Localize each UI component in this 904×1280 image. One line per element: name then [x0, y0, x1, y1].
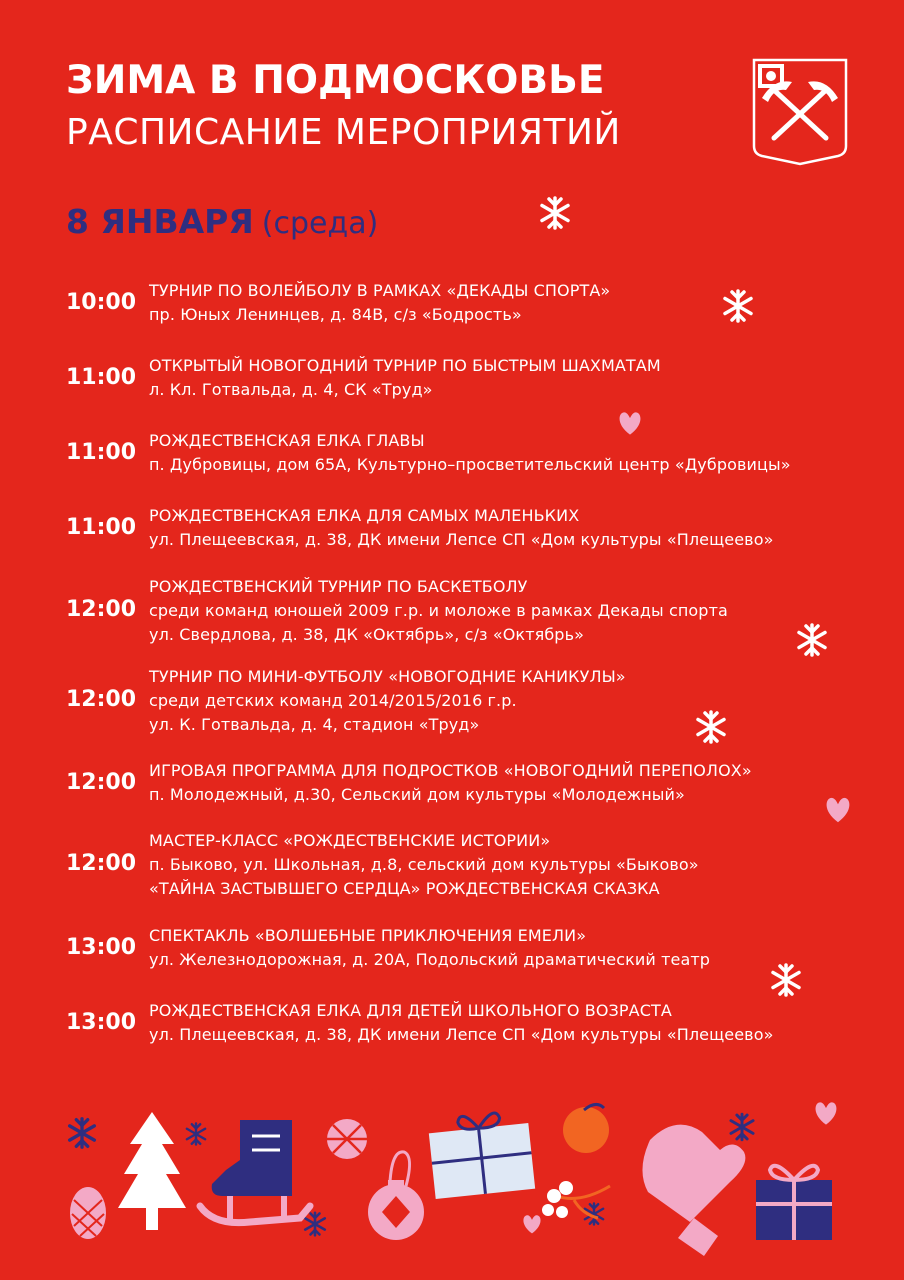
- snowflake-icon: [187, 1124, 205, 1145]
- page-subtitle: РАСПИСАНИЕ МЕРОПРИЯТИЙ: [66, 112, 621, 153]
- event-details: [149, 665, 626, 737]
- weekday-label: (среда): [261, 206, 379, 241]
- crest-icon: [752, 58, 848, 166]
- date-label: 8 ЯНВАРЯ: [66, 202, 254, 241]
- snowflake-icon: [542, 198, 568, 228]
- heart-icon: [816, 1102, 837, 1124]
- snowflake-icon: [585, 1204, 603, 1225]
- gift-box-icon: [756, 1166, 832, 1240]
- event-title: ТУРНИР ПО ВОЛЕЙБОЛУ В РАМКАХ «ДЕКАДЫ СПОРТА»: [149, 281, 611, 300]
- event-title: СПЕКТАКЛЬ «ВОЛШЕБНЫЕ ПРИКЛЮЧЕНИЯ ЕМЕЛИ»: [149, 926, 587, 945]
- event-time: 12:00: [66, 851, 137, 876]
- snowflake-icon: [731, 1114, 753, 1140]
- event-title: ОТКРЫТЫЙ НОВОГОДНИЙ ТУРНИР ПО БЫСТРЫМ ШАХМАТАМ: [149, 356, 661, 375]
- snowflake-icon: [698, 712, 724, 742]
- gift-box-icon: [427, 1110, 535, 1199]
- event-address: л. Кл. Готвальда, д. 4, СК «Труд»: [149, 380, 433, 399]
- event-description: среди детских команд 2014/2015/2016 г.р.: [149, 691, 517, 710]
- event-address: ул. Железнодорожная, д. 20А, Подольский драматический театр: [149, 950, 711, 969]
- event-time: 13:00: [66, 935, 137, 960]
- event-title: РОЖДЕСТВЕНСКИЙ ТУРНИР ПО БАСКЕТБОЛУ: [149, 577, 528, 596]
- tangerine-icon: [563, 1104, 609, 1153]
- christmas-tree-icon: [118, 1112, 186, 1230]
- skate-icon: [200, 1120, 310, 1223]
- event-details: [149, 924, 710, 972]
- event-time: 12:00: [66, 770, 137, 795]
- event-time: 12:00: [66, 687, 137, 712]
- date-heading: [66, 202, 378, 241]
- event-address: ул. Свердлова, д. 38, ДК «Октябрь», с/з «Октябрь»: [149, 625, 584, 644]
- ornament-ball-icon: [70, 1187, 106, 1239]
- snowflake-icon: [799, 625, 825, 655]
- heart-icon: [827, 798, 850, 822]
- event-address: ул. Плещеевская, д. 38, ДК имени Лепсе СП «Дом культуры «Плещеево»: [149, 1025, 774, 1044]
- heart-icon: [523, 1215, 540, 1233]
- header: [66, 58, 621, 156]
- event-address: ул. К. Готвальда, д. 4, стадион «Труд»: [149, 715, 480, 734]
- event-time: 12:00: [66, 597, 137, 622]
- ornament-ball-icon: [327, 1119, 367, 1159]
- berry-branch-icon: [542, 1181, 610, 1218]
- mitten-icon: [642, 1125, 745, 1256]
- event-time: 11:00: [66, 365, 137, 390]
- event-address: п. Молодежный, д.30, Сельский дом культуры «Молодежный»: [149, 785, 685, 804]
- event-address: пр. Юных Ленинцев, д. 84В, с/з «Бодрость»: [149, 305, 522, 324]
- event-details: [149, 429, 791, 477]
- snowflake-icon: [305, 1213, 325, 1236]
- event-details: [149, 354, 661, 402]
- event-address: п. Быково, ул. Школьная, д.8, сельский дом культуры «Быково»: [149, 855, 699, 874]
- event-details: [149, 504, 773, 552]
- page-title: ЗИМА В ПОДМОСКОВЬЕ: [66, 58, 605, 103]
- event-details: [149, 279, 610, 327]
- event-details: [149, 999, 773, 1047]
- event-title: ИГРОВАЯ ПРОГРАММА ДЛЯ ПОДРОСТКОВ «НОВОГОДНИЙ ПЕРЕПОЛОХ»: [149, 761, 752, 780]
- event-details: [149, 759, 752, 807]
- event-title: МАСТЕР-КЛАСС «РОЖДЕСТВЕНСКИЕ ИСТОРИИ»: [149, 831, 551, 850]
- event-address: ул. Плещеевская, д. 38, ДК имени Лепсе СП «Дом культуры «Плещеево»: [149, 530, 774, 549]
- event-title: РОЖДЕСТВЕНСКАЯ ЕЛКА ГЛАВЫ: [149, 431, 425, 450]
- event-title: ТУРНИР ПО МИНИ-ФУТБОЛУ «НОВОГОДНИЕ КАНИКУЛЫ»: [149, 667, 626, 686]
- ornament-ball-icon: [368, 1152, 424, 1240]
- event-time: 11:00: [66, 515, 137, 540]
- event-address: п. Дубровицы, дом 65А, Культурно–просветительский центр «Дубровицы»: [149, 455, 791, 474]
- event-title-secondary: «ТАЙНА ЗАСТЫВШЕГО СЕРДЦА» РОЖДЕСТВЕНСКАЯ СКАЗКА: [149, 879, 660, 898]
- event-details: [149, 829, 699, 901]
- event-title: РОЖДЕСТВЕНСКАЯ ЕЛКА ДЛЯ ДЕТЕЙ ШКОЛЬНОГО ВОЗРАСТА: [149, 1001, 672, 1020]
- snowflake-icon: [70, 1119, 95, 1148]
- snowflake-icon: [725, 291, 751, 321]
- event-description: среди команд юношей 2009 г.р. и моложе в рамках Декады спорта: [149, 601, 728, 620]
- snowflake-icon: [773, 965, 799, 995]
- event-title: РОЖДЕСТВЕНСКАЯ ЕЛКА ДЛЯ САМЫХ МАЛЕНЬКИХ: [149, 506, 580, 525]
- event-time: 11:00: [66, 440, 137, 465]
- event-details: [149, 575, 728, 647]
- event-time: 13:00: [66, 1010, 137, 1035]
- event-time: 10:00: [66, 290, 137, 315]
